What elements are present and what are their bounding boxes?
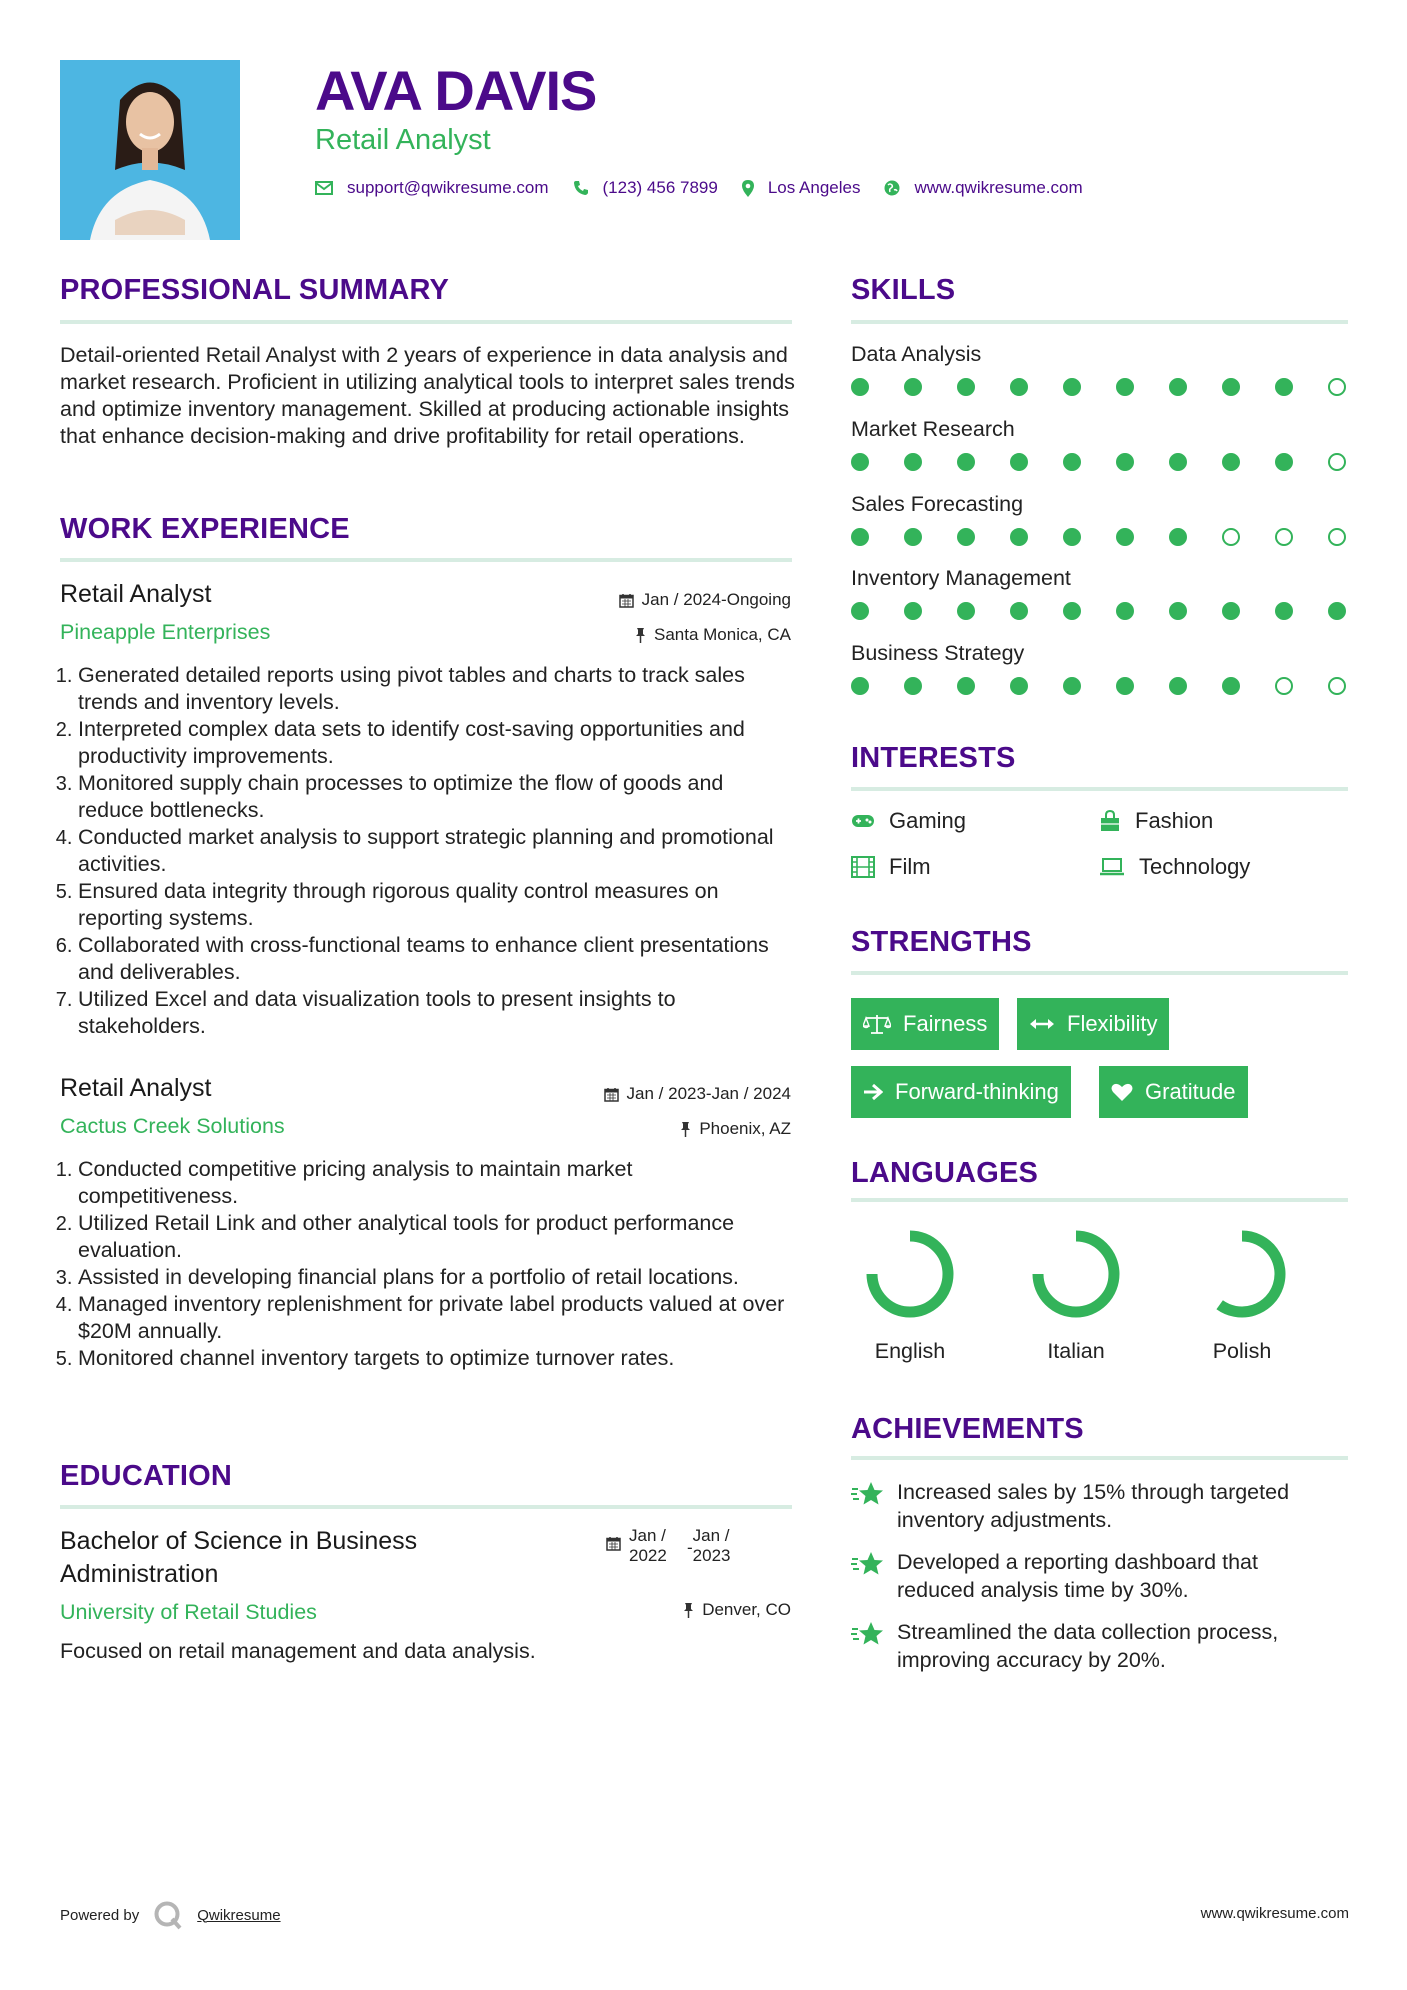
pin-icon [683,1602,694,1618]
education-description: Focused on retail management and data analysis. [60,1639,536,1663]
achievements-heading: ACHIEVEMENTS [851,1413,1084,1445]
end-month: Jan / [692,1526,730,1545]
proficiency-arc [872,1236,948,1312]
rating-dot-filled [904,453,922,471]
rating-dot-filled [957,378,975,396]
skill-item [851,566,1351,620]
qwikresume-logo-icon [153,1900,183,1930]
rating-dot-filled [1328,602,1346,620]
skill-name: Sales Forecasting [851,492,1024,516]
skill-name: Inventory Management [851,566,1071,590]
star-icon [851,1550,885,1604]
strength-badge [1017,998,1169,1050]
strength-label: Fairness [903,1011,988,1036]
rating-dot-filled [1116,602,1134,620]
interest-item [851,854,931,880]
degree-title: Bachelor of Science in Business Administration [60,1527,418,1588]
job-dates-text: Jan / 2023-Jan / 2024 [626,1084,791,1103]
profile-photo [60,60,240,240]
interest-label: Fashion [1135,808,1214,833]
language-ring [1026,1224,1126,1324]
pin-icon [680,1121,691,1137]
skill-name: Business Strategy [851,641,1025,665]
interest-label: Technology [1139,854,1251,879]
interest-label: Film [889,854,931,879]
calendar-icon [619,593,634,608]
education-start [629,1526,687,1566]
skill-item [851,492,1351,546]
contact-bar [315,178,1107,198]
skill-item [851,641,1351,695]
job-duties-list [60,662,795,1040]
footer-powered-by [60,1900,281,1930]
job-duties-list [60,1156,795,1372]
education-heading: EDUCATION [60,1460,233,1492]
calendar-icon [604,1087,619,1102]
phone-text: (123) 456 7899 [602,178,718,197]
skill-rating [851,528,1346,546]
rating-dot-filled [904,378,922,396]
rating-dot-empty [1328,378,1346,396]
interest-label: Gaming [889,808,967,833]
language-item [1011,1224,1141,1364]
rating-dot-filled [957,528,975,546]
phone-icon [573,180,589,196]
rating-dot-filled [1010,602,1028,620]
candidate-title: Retail Analyst [315,124,491,156]
balance-scale-icon [863,1013,891,1035]
achievement-text: Developed a reporting dashboard that reduced analysis time by 30%. [897,1550,1258,1602]
language-item [845,1224,975,1364]
list-item: 6. Collaborated with cross-functional teams to enhance client presentations and deliverables. [78,932,795,986]
rating-dot-filled [851,453,869,471]
achievement-item [851,1618,1321,1674]
end-year: 2023 [692,1546,731,1565]
rating-dot-filled [957,677,975,695]
languages-heading: LANGUAGES [851,1157,1039,1189]
contact-website[interactable] [884,178,1082,198]
rating-dot-filled [1010,677,1028,695]
interest-item [1099,808,1213,834]
rating-dot-filled [1116,528,1134,546]
rating-dot-filled [1063,677,1081,695]
rating-dot-filled [851,528,869,546]
rating-dot-empty [1275,677,1293,695]
list-item: 4. Managed inventory replenishment for private label products valued at over $20M annually. [78,1291,795,1345]
language-name: Polish [1212,1339,1272,1363]
rating-dot-empty [1222,528,1240,546]
rating-dot-filled [1222,677,1240,695]
rating-dot-empty [1328,453,1346,471]
skill-name: Data Analysis [851,342,982,366]
list-item: 2. Utilized Retail Link and other analytical tools for product performance evaluation. [78,1210,795,1264]
achievement-text: Streamlined the data collection process, improving accuracy by 20%. [897,1620,1279,1672]
footer-website[interactable]: www.qwikresume.com [1200,1905,1349,1922]
rating-dot-filled [957,453,975,471]
list-item: 1. Conducted competitive pricing analysis to maintain market competitiveness. [78,1156,795,1210]
skills-divider [851,320,1348,324]
rating-dot-filled [904,528,922,546]
calendar-icon [606,1536,621,1551]
job-dates-text: Jan / 2024-Ongoing [641,590,791,609]
start-year: 2022 [629,1546,667,1565]
film-icon [851,856,875,878]
summary-heading: PROFESSIONAL SUMMARY [60,274,450,306]
rating-dot-filled [1275,602,1293,620]
website-text: www.qwikresume.com [914,178,1083,197]
envelope-icon [315,181,333,195]
strength-badge [1099,1066,1248,1118]
rating-dot-filled [1063,602,1081,620]
rating-dot-filled [1010,453,1028,471]
pin-icon [635,627,646,643]
school-name: University of Retail Studies [60,1600,317,1624]
rating-dot-filled [1275,378,1293,396]
rating-dot-filled [1222,378,1240,396]
arrows-horizontal-icon [1029,1017,1055,1031]
rating-dot-filled [1010,528,1028,546]
skill-rating [851,453,1346,471]
rating-dot-filled [1169,528,1187,546]
education-divider [60,1505,792,1509]
proficiency-arc [1220,1236,1280,1312]
job-location-text: Santa Monica, CA [653,625,791,644]
skill-rating [851,602,1346,620]
strengths-heading: STRENGTHS [851,926,1032,958]
rating-dot-filled [1169,677,1187,695]
rating-dot-filled [1116,677,1134,695]
rating-dot-empty [1275,528,1293,546]
rating-dot-filled [1169,378,1187,396]
list-item: 2. Interpreted complex data sets to identify cost-saving opportunities and productivity improvements. [78,716,795,770]
qwikresume-link[interactable]: Qwikresume [197,1906,281,1924]
strength-label: Gratitude [1145,1079,1236,1104]
experience-heading: WORK EXPERIENCE [60,513,350,545]
contact-phone[interactable] [573,178,718,198]
rating-dot-filled [1222,453,1240,471]
heart-icon [1111,1082,1133,1102]
rating-dot-filled [1116,378,1134,396]
strength-label: Forward-thinking [895,1079,1059,1104]
language-ring [1192,1224,1292,1324]
laptop-icon [1099,858,1125,876]
globe-icon [884,180,900,196]
list-item: 3. Assisted in developing financial plans for a portfolio of retail locations. [78,1264,795,1291]
summary-text: Detail-oriented Retail Analyst with 2 years of experience in data analysis and market research. Proficient in utilizing analytical tools to interpret sales trends and optimize inventory management. Skilled at producing actionable insights that enhance decision-making and drive profitability for retail operations. [60,343,795,448]
interests-divider [851,787,1348,791]
start-month: Jan / [629,1526,666,1545]
shopping-bag-icon [1099,810,1121,832]
date-separator: - [687,1538,693,1557]
strength-label: Flexibility [1067,1011,1158,1036]
map-marker-icon [742,180,754,197]
list-item: 5. Ensured data integrity through rigorous quality control measures on reporting systems. [78,878,795,932]
rating-dot-filled [1063,528,1081,546]
language-name: Italian [1047,1339,1105,1363]
location-text: Los Angeles [767,178,861,197]
list-item: 5. Monitored channel inventory targets to optimize turnover rates. [78,1345,795,1372]
rating-dot-filled [1169,453,1187,471]
rating-dot-filled [1275,453,1293,471]
star-icon [851,1620,885,1674]
interest-item [1099,854,1250,880]
education-location [683,1600,791,1620]
interests-heading: INTERESTS [851,742,1016,774]
job-location-text: Phoenix, AZ [699,1119,791,1138]
achievements-divider [851,1456,1348,1460]
email-text: support@qwikresume.com [347,178,549,197]
education-location-text: Denver, CO [702,1600,791,1619]
strength-badge [851,998,999,1050]
list-item: 1. Generated detailed reports using pivot tables and charts to track sales trends and inventory levels. [78,662,795,716]
rating-dot-filled [1010,378,1028,396]
rating-dot-filled [1063,378,1081,396]
education-dates [606,1526,751,1566]
job-dates [604,1084,791,1104]
rating-dot-filled [957,602,975,620]
skill-item [851,342,1351,396]
arrow-right-icon [863,1083,883,1101]
rating-dot-filled [851,677,869,695]
skill-rating [851,378,1346,396]
achievement-item [851,1548,1321,1604]
interest-item [851,808,966,834]
strengths-divider [851,971,1348,975]
experience-divider [60,558,792,562]
job-title: Retail Analyst [60,580,212,608]
list-item: 7. Utilized Excel and data visualization tools to present insights to stakeholders. [78,986,795,1040]
language-item [1177,1224,1307,1364]
rating-dot-filled [904,602,922,620]
language-ring [860,1224,960,1324]
job-company: Pineapple Enterprises [60,620,271,644]
job-title: Retail Analyst [60,1074,212,1102]
list-item: 4. Conducted market analysis to support strategic planning and promotional activities. [78,824,795,878]
languages-divider [851,1198,1348,1202]
rating-dot-filled [1222,602,1240,620]
skill-item [851,417,1351,471]
contact-location [742,178,861,198]
skills-heading: SKILLS [851,274,956,306]
rating-dot-filled [851,378,869,396]
skill-name: Market Research [851,417,1015,441]
summary-divider [60,320,792,324]
rating-dot-filled [851,602,869,620]
star-icon [851,1480,885,1534]
achievement-item [851,1478,1321,1534]
candidate-name: AVA DAVIS [315,59,597,122]
strength-badge [851,1066,1071,1118]
gamepad-icon [851,813,875,829]
rating-dot-filled [1116,453,1134,471]
achievement-text: Increased sales by 15% through targeted inventory adjustments. [897,1480,1290,1532]
list-item: 3. Monitored supply chain processes to optimize the flow of goods and reduce bottlenecks. [78,770,795,824]
job-location [680,1119,791,1139]
contact-email[interactable] [315,178,549,198]
rating-dot-filled [1063,453,1081,471]
job-location [635,625,791,645]
skill-rating [851,677,1346,695]
rating-dot-filled [1169,602,1187,620]
education-end [693,1526,751,1566]
job-dates [619,590,791,610]
rating-dot-empty [1328,677,1346,695]
powered-by-text: Powered by [60,1906,140,1924]
rating-dot-empty [1328,528,1346,546]
job-company: Cactus Creek Solutions [60,1114,285,1138]
rating-dot-filled [904,677,922,695]
language-name: English [874,1339,946,1363]
proficiency-arc [1038,1236,1114,1312]
